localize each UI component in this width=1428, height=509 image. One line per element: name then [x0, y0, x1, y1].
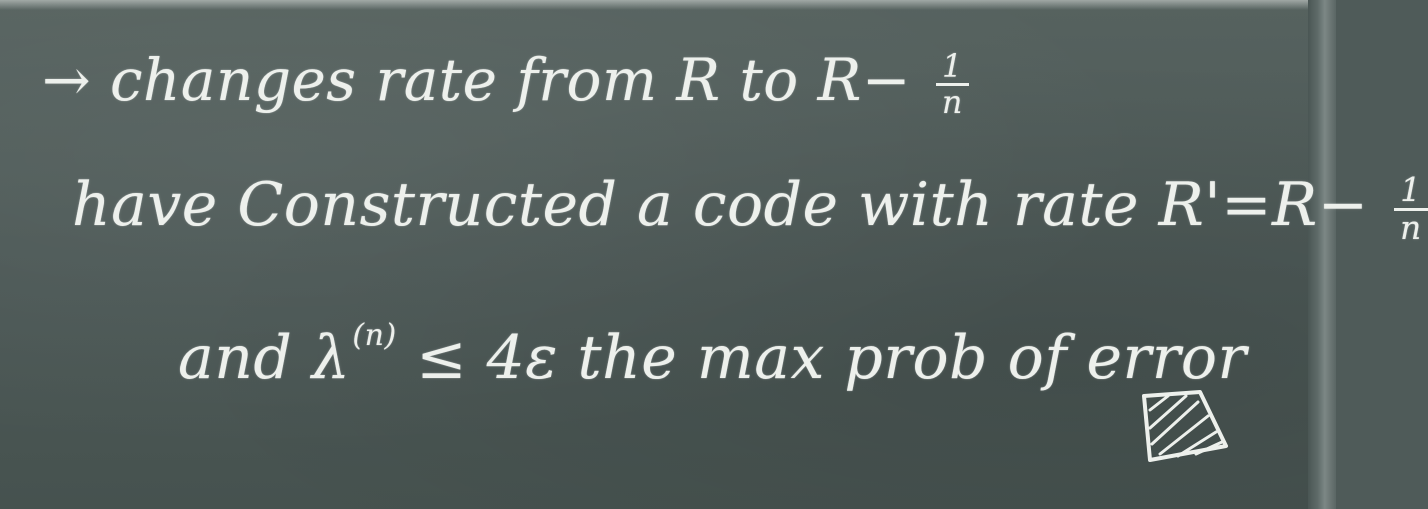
qed-box-icon: [1138, 388, 1230, 466]
code-constructed-text: have Constructed a code with rate R'=R−: [72, 170, 1369, 240]
fraction-numerator: 1: [936, 50, 969, 87]
chalk-line-code-constructed: [72, 170, 1428, 246]
lambda-text: and λ: [178, 323, 351, 393]
fraction-numerator: 1: [1394, 173, 1428, 211]
chalk-line-rate-change: [42, 46, 969, 120]
fraction-denominator: n: [1400, 207, 1422, 247]
rate-change-text: changes rate from R to R−: [110, 46, 911, 114]
arrow-glyph: →: [42, 46, 92, 114]
board-right-frame: [1308, 0, 1336, 509]
fraction-one-over-n: [936, 46, 969, 122]
board-top-edge: [0, 0, 1336, 10]
fraction-denominator: n: [941, 83, 963, 122]
error-bound-text: ≤ 4ε the max prob of error: [416, 323, 1247, 393]
fraction-one-over-n: [1394, 170, 1428, 247]
superscript-n: (n): [352, 318, 397, 353]
chalk-line-error-bound: [178, 318, 1247, 393]
